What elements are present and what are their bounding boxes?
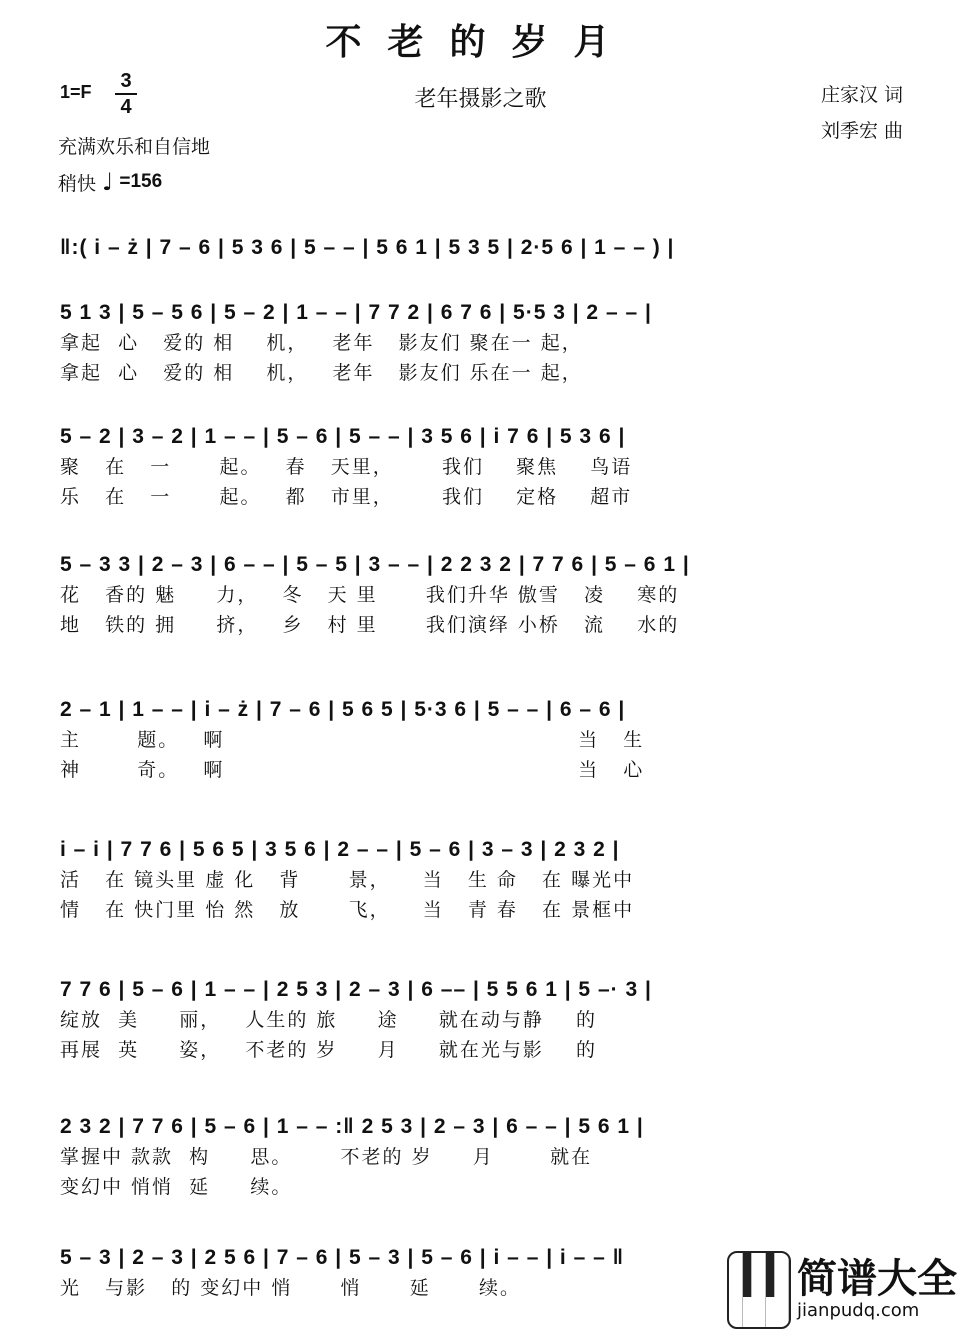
quarter-note-icon: ♩: [102, 168, 114, 196]
watermark-name: 简谱大全: [797, 1256, 957, 1302]
piano-logo-icon: [727, 1251, 791, 1329]
notes-line: i – i | 7 7 6 | 5 6 5 | 3 5 6 | 2 – – | 5 – 6 | 3 – 3 | 2 3 2 |: [60, 838, 620, 861]
notes-line: 5 1 3 | 5 – 5 6 | 5 – 2 | 1 – – | 7 7 2 | 6 7 6 | 5·5 3 | 2 – – |: [60, 301, 652, 324]
system-5: [60, 695, 905, 785]
tempo-bpm: =156: [119, 171, 163, 192]
lyrics-verse-1: 花 香的 魅 力， 冬 天 里 我们升华 傲雪 凌 寒的: [60, 584, 680, 606]
lyrics-verse-2: 拿起 心 爱的 相 机， 老年 影友们 乐在一 起，: [60, 362, 583, 384]
lyrics-verse-2: 乐 在 一 起。 都 市里， 我们 定格 超市: [60, 486, 633, 508]
system-4: [60, 550, 905, 640]
system-1: [60, 233, 905, 263]
notes-line: 5 – 3 3 | 2 – 3 | 6 – – | 5 – 5 | 3 – – | 2 2 3 2 | 7 7 6 | 5 – 6 1 |: [60, 553, 690, 576]
lyricist-credit: 庄家汉 词: [820, 84, 903, 106]
notes-line: 2 3 2 | 7 7 6 | 5 – 6 | 1 – – :‖ 2 5 3 | 2 – 3 | 6 – – | 5 6 1 |: [60, 1115, 644, 1138]
notes-line: ‖:( i – ż | 7 – 6 | 5 3 6 | 5 – – | 5 6 1 | 5 3 5 | 2·5 6 | 1 – – ) |: [60, 236, 675, 259]
time-signature-top: 3: [120, 70, 132, 92]
notes-line: 2 – 1 | 1 – – | i – ż | 7 – 6 | 5 6 5 | 5·3 6 | 5 – – | 6 – 6 |: [60, 698, 626, 721]
lyrics-verse-2: 地 铁的 拥 挤， 乡 村 里 我们演绎 小桥 流 水的: [60, 614, 680, 636]
lyrics-verse-1: 活 在 镜头里 虚 化 背 景， 当 生 命 在 曝光中: [60, 869, 635, 891]
tempo-marking: [58, 168, 162, 196]
composer-credit: 刘季宏 曲: [820, 120, 903, 142]
lyrics-verse-2: 变幻中 悄悄 延 续。: [60, 1176, 293, 1198]
lyrics-verse-1: 光 与影 的 变幻中 悄 悄 延 续。: [60, 1277, 522, 1299]
lyrics-verse-1: 绽放 美 丽， 人生的 旅 途 就在动与静 的: [60, 1009, 597, 1031]
notes-line: 7 7 6 | 5 – 6 | 1 – – | 2 5 3 | 2 – 3 | 6 –– | 5 5 6 1 | 5 –· 3 |: [60, 978, 652, 1001]
lyrics-verse-2: 神 奇。 啊 当 心: [60, 759, 645, 781]
time-signature-bottom: 4: [120, 96, 132, 118]
expression-marking: 充满欢乐和自信地: [58, 136, 211, 158]
lyrics-verse-2: 再展 英 姿， 不老的 岁 月 就在光与影 的: [60, 1039, 597, 1061]
system-3: [60, 422, 905, 512]
lyrics-verse-1: 聚 在 一 起。 春 天里， 我们 聚焦 鸟语: [60, 456, 633, 478]
system-2: [60, 298, 905, 388]
song-subtitle: 老年摄影之歌: [414, 87, 547, 112]
watermark-url: jianpudq.com: [797, 1300, 920, 1321]
system-6: [60, 835, 905, 925]
song-title: 不老的岁月: [325, 22, 636, 63]
notes-line: 5 – 3 | 2 – 3 | 2 5 6 | 7 – 6 | 5 – 3 | 5 – 6 | i – – | i – – ‖: [60, 1246, 625, 1269]
lyrics-verse-1: 主 题。 啊 当 生: [60, 729, 645, 751]
tempo-label: 稍快: [58, 172, 97, 195]
lyrics-verse-1: 掌握中 款款 构 思。 不老的 岁 月 就在: [60, 1146, 593, 1168]
key-signature: 1=F: [60, 82, 92, 102]
site-watermark: [727, 1251, 957, 1329]
lyrics-verse-1: 拿起 心 爱的 相 机， 老年 影友们 聚在一 起，: [60, 332, 583, 354]
notes-line: 5 – 2 | 3 – 2 | 1 – – | 5 – 6 | 5 – – | 3 5 6 | i 7 6 | 5 3 6 |: [60, 425, 626, 448]
system-7: [60, 975, 905, 1065]
system-8: [60, 1112, 905, 1202]
lyrics-verse-2: 情 在 快门里 怡 然 放 飞， 当 青 春 在 景框中: [60, 899, 635, 921]
